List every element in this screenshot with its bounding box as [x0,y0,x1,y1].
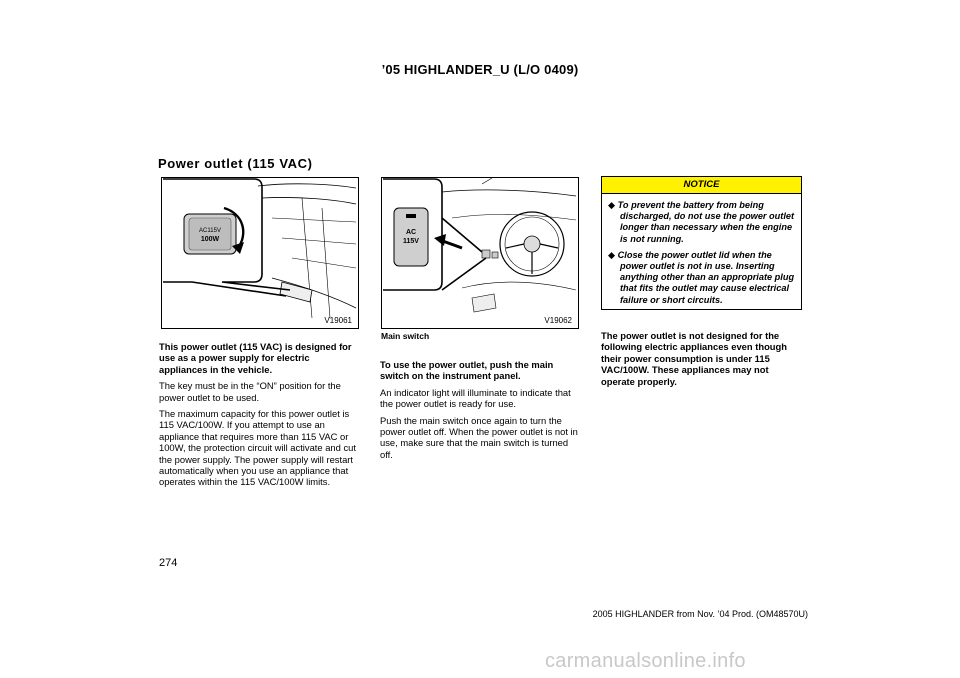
column-right [601,330,801,392]
notice-item-text: Close the power outlet lid when the power outlet is not in use. Inserting anything other than an appropriate plug that fits the outlet may cause electrical failure or short circuits. [617,249,795,305]
page-number: 274 [159,557,178,569]
notice-item [608,200,795,245]
key-position-paragraph: The key must be in the “ON” position for the power outlet to be used. [159,380,341,403]
page-header: ’05 HIGHLANDER_U (L/O 0409) [381,62,579,77]
figure-code: V19061 [324,316,352,325]
notice-box [601,176,802,310]
figure-code: V19062 [544,316,572,325]
figure-power-outlet [161,177,359,329]
switch-label-bottom: 115V [403,238,419,245]
column-middle [380,359,580,465]
bullet-icon: ◆ [608,249,616,260]
indicator-paragraph: An indicator light will illuminate to indicate that the power outlet is ready for use. [380,386,571,410]
watermark: carmanualsonline.info [545,650,746,672]
lid-label-top: AC115V [199,228,221,234]
usage-paragraph: To use the power outlet, push the main switch on the instrument panel. [380,359,554,382]
figure-caption: Main switch [381,331,430,341]
not-designed-paragraph: The power outlet is not designed for the following electric appliances even though their power consumption is under 115 VAC/100W. These appliances may not operate properly. [601,330,787,387]
page-footer: 2005 HIGHLANDER from Nov. ’04 Prod. (OM48570U) [592,609,808,619]
notice-item-text: To prevent the battery from being discharged, do not use the power outlet longer than necessary when the engine is not running. [617,200,795,244]
notice-list [602,194,801,306]
main-switch-illustration [382,178,578,328]
bullet-icon: ◆ [608,200,616,210]
figure-main-switch [381,177,579,329]
notice-item [608,250,795,306]
capacity-paragraph: The maximum capacity for this power outlet is 115 VAC/100W. If you attempt to use an appliance that requires more than 115 VAC or 100W, the protection circuit will activate and cut the power supply. The power supply will restart automatically when you use an appliance that operates within the 115 VAC/100W limits. [159,408,356,488]
section-title: Power outlet (115 VAC) [158,156,313,171]
turn-off-paragraph: Push the main switch once again to turn the power outlet off. When the power outlet is not in use, make sure that the main switch is turned off. [380,414,578,460]
power-outlet-illustration [162,178,358,328]
intro-paragraph: This power outlet (115 VAC) is designed for use as a power supply for electric appliances in the vehicle. [159,341,352,375]
switch-label-top: AC [405,229,417,236]
column-left [159,341,359,493]
lid-label-bottom: 100W [200,236,220,243]
notice-heading: NOTICE [602,177,801,194]
